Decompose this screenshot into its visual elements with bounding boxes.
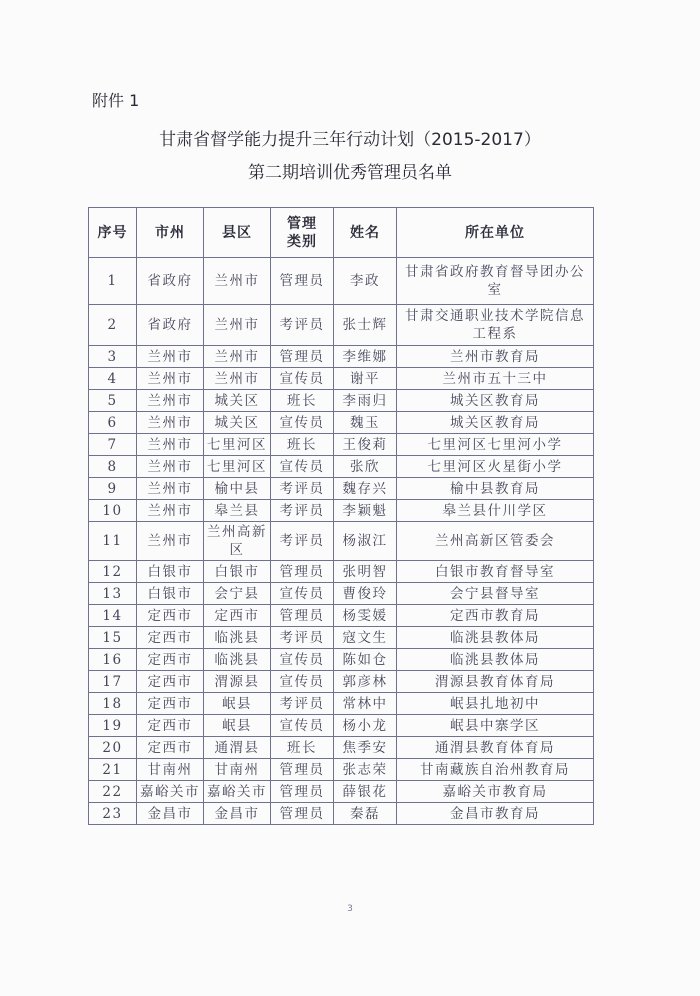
cell-unit: 甘南藏族自治州教育局	[397, 759, 594, 781]
cell-no: 23	[89, 803, 137, 825]
cell-county: 临洮县	[204, 627, 271, 649]
cell-unit: 兰州市教育局	[397, 346, 594, 368]
cell-category: 管理员	[271, 803, 334, 825]
cell-category: 考评员	[271, 500, 334, 522]
cell-no: 6	[89, 412, 137, 434]
cell-name: 杨小龙	[334, 715, 397, 737]
cell-unit: 兰州市五十三中	[397, 368, 594, 390]
table-row	[89, 305, 594, 346]
cell-unit: 城关区教育局	[397, 390, 594, 412]
cell-city: 定西市	[137, 605, 204, 627]
cell-no: 14	[89, 605, 137, 627]
header-category	[271, 208, 334, 258]
cell-name: 秦磊	[334, 803, 397, 825]
cell-county: 皋兰县	[204, 500, 271, 522]
cell-no: 1	[89, 258, 137, 305]
cell-no: 5	[89, 390, 137, 412]
cell-unit: 兰州高新区管委会	[397, 522, 594, 561]
cell-no: 10	[89, 500, 137, 522]
cell-no: 21	[89, 759, 137, 781]
cell-county: 会宁县	[204, 583, 271, 605]
table-row	[89, 346, 594, 368]
cell-name: 薛银花	[334, 781, 397, 803]
table-row	[89, 258, 594, 305]
cell-county: 兰州市	[204, 258, 271, 305]
cell-county: 城关区	[204, 412, 271, 434]
cell-name: 王俊莉	[334, 434, 397, 456]
cell-category: 考评员	[271, 522, 334, 561]
table-row	[89, 456, 594, 478]
cell-name: 张志荣	[334, 759, 397, 781]
cell-county: 榆中县	[204, 478, 271, 500]
cell-city: 兰州市	[137, 478, 204, 500]
cell-unit: 临洮县教体局	[397, 627, 594, 649]
header-county: 县区	[204, 208, 271, 258]
cell-unit: 皋兰县什川学区	[397, 500, 594, 522]
cell-no: 22	[89, 781, 137, 803]
cell-no: 17	[89, 671, 137, 693]
cell-county: 兰州市	[204, 305, 271, 346]
table-row	[89, 412, 594, 434]
cell-name: 李颖魁	[334, 500, 397, 522]
cell-unit: 通渭县教育体育局	[397, 737, 594, 759]
cell-no: 18	[89, 693, 137, 715]
cell-category: 考评员	[271, 693, 334, 715]
cell-county: 兰州市	[204, 368, 271, 390]
header-category-line1: 管理	[287, 215, 317, 232]
cell-unit: 渭源县教育体育局	[397, 671, 594, 693]
table-row	[89, 803, 594, 825]
cell-city: 兰州市	[137, 500, 204, 522]
cell-no: 4	[89, 368, 137, 390]
cell-name: 谢平	[334, 368, 397, 390]
cell-name: 杨淑江	[334, 522, 397, 561]
cell-county: 白银市	[204, 561, 271, 583]
cell-no: 11	[89, 522, 137, 561]
cell-name: 李雨归	[334, 390, 397, 412]
table-row	[89, 759, 594, 781]
cell-name: 张士辉	[334, 305, 397, 346]
cell-city: 兰州市	[137, 412, 204, 434]
cell-city: 兰州市	[137, 456, 204, 478]
table-row	[89, 561, 594, 583]
cell-no: 15	[89, 627, 137, 649]
header-category-line2: 类别	[287, 233, 317, 250]
table-row	[89, 500, 594, 522]
cell-county: 城关区	[204, 390, 271, 412]
cell-name: 郭彦林	[334, 671, 397, 693]
cell-city: 省政府	[137, 305, 204, 346]
cell-county: 通渭县	[204, 737, 271, 759]
cell-county: 岷县	[204, 715, 271, 737]
cell-name: 魏玉	[334, 412, 397, 434]
cell-county: 七里河区	[204, 434, 271, 456]
table-row	[89, 390, 594, 412]
cell-category: 考评员	[271, 627, 334, 649]
cell-name: 焦季安	[334, 737, 397, 759]
cell-unit: 城关区教育局	[397, 412, 594, 434]
cell-name: 李政	[334, 258, 397, 305]
cell-county: 兰州高新区	[204, 522, 271, 561]
roster-table	[88, 207, 594, 825]
table-row	[89, 781, 594, 803]
cell-unit: 金昌市教育局	[397, 803, 594, 825]
cell-category: 管理员	[271, 258, 334, 305]
cell-no: 2	[89, 305, 137, 346]
cell-county: 嘉峪关市	[204, 781, 271, 803]
cell-category: 班长	[271, 390, 334, 412]
cell-category: 班长	[271, 434, 334, 456]
table-row	[89, 605, 594, 627]
document-subtitle: 第二期培训优秀管理员名单	[248, 163, 452, 183]
cell-city: 定西市	[137, 715, 204, 737]
table-row	[89, 649, 594, 671]
cell-city: 定西市	[137, 693, 204, 715]
table-row	[89, 737, 594, 759]
cell-unit: 七里河区火星街小学	[397, 456, 594, 478]
cell-county: 七里河区	[204, 456, 271, 478]
cell-category: 管理员	[271, 346, 334, 368]
page-number: 3	[347, 904, 353, 914]
cell-name: 曹俊玲	[334, 583, 397, 605]
cell-unit: 会宁县督导室	[397, 583, 594, 605]
cell-city: 金昌市	[137, 803, 204, 825]
header-unit: 所在单位	[397, 208, 594, 258]
cell-name: 寇文生	[334, 627, 397, 649]
cell-category: 宣传员	[271, 671, 334, 693]
cell-category: 管理员	[271, 759, 334, 781]
cell-unit: 岷县中寨学区	[397, 715, 594, 737]
cell-city: 定西市	[137, 737, 204, 759]
cell-unit: 定西市教育局	[397, 605, 594, 627]
cell-name: 杨雯媛	[334, 605, 397, 627]
cell-unit: 白银市教育督导室	[397, 561, 594, 583]
cell-category: 考评员	[271, 305, 334, 346]
table-row	[89, 693, 594, 715]
header-name: 姓名	[334, 208, 397, 258]
cell-category: 宣传员	[271, 368, 334, 390]
cell-city: 兰州市	[137, 390, 204, 412]
cell-city: 定西市	[137, 649, 204, 671]
header-no: 序号	[89, 208, 137, 258]
cell-category: 宣传员	[271, 456, 334, 478]
cell-category: 考评员	[271, 478, 334, 500]
table-row	[89, 627, 594, 649]
cell-unit: 甘肃交通职业技术学院信息工程系	[397, 305, 594, 346]
cell-unit: 岷县扎地初中	[397, 693, 594, 715]
cell-county: 兰州市	[204, 346, 271, 368]
cell-no: 19	[89, 715, 137, 737]
cell-county: 渭源县	[204, 671, 271, 693]
cell-county: 甘南州	[204, 759, 271, 781]
cell-category: 宣传员	[271, 715, 334, 737]
cell-name: 李维娜	[334, 346, 397, 368]
cell-city: 定西市	[137, 627, 204, 649]
cell-category: 管理员	[271, 781, 334, 803]
cell-county: 岷县	[204, 693, 271, 715]
cell-no: 16	[89, 649, 137, 671]
table-row	[89, 478, 594, 500]
cell-no: 3	[89, 346, 137, 368]
table-row	[89, 583, 594, 605]
table-row	[89, 671, 594, 693]
cell-no: 12	[89, 561, 137, 583]
cell-city: 嘉峪关市	[137, 781, 204, 803]
cell-name: 张欣	[334, 456, 397, 478]
cell-city: 兰州市	[137, 346, 204, 368]
cell-city: 兰州市	[137, 368, 204, 390]
cell-county: 临洮县	[204, 649, 271, 671]
cell-no: 8	[89, 456, 137, 478]
table-row	[89, 522, 594, 561]
cell-no: 7	[89, 434, 137, 456]
table-row	[89, 715, 594, 737]
cell-category: 管理员	[271, 605, 334, 627]
cell-name: 魏存兴	[334, 478, 397, 500]
cell-city: 省政府	[137, 258, 204, 305]
cell-unit: 榆中县教育局	[397, 478, 594, 500]
cell-category: 宣传员	[271, 412, 334, 434]
cell-name: 张明智	[334, 561, 397, 583]
cell-no: 9	[89, 478, 137, 500]
document-title: 甘肃省督学能力提升三年行动计划（2015-2017）	[159, 130, 541, 150]
cell-city: 白银市	[137, 583, 204, 605]
cell-name: 常林中	[334, 693, 397, 715]
cell-name: 陈如仓	[334, 649, 397, 671]
cell-unit: 临洮县教体局	[397, 649, 594, 671]
table-row	[89, 434, 594, 456]
cell-category: 班长	[271, 737, 334, 759]
cell-city: 兰州市	[137, 522, 204, 561]
table-header-row	[89, 208, 594, 258]
cell-category: 宣传员	[271, 649, 334, 671]
cell-county: 金昌市	[204, 803, 271, 825]
cell-no: 20	[89, 737, 137, 759]
cell-city: 白银市	[137, 561, 204, 583]
cell-city: 甘南州	[137, 759, 204, 781]
cell-city: 定西市	[137, 671, 204, 693]
header-city: 市州	[137, 208, 204, 258]
table-row	[89, 368, 594, 390]
cell-unit: 甘肃省政府教育督导团办公室	[397, 258, 594, 305]
cell-category: 宣传员	[271, 583, 334, 605]
cell-unit: 嘉峪关市教育局	[397, 781, 594, 803]
cell-county: 定西市	[204, 605, 271, 627]
cell-city: 兰州市	[137, 434, 204, 456]
attachment-label: 附件 1	[92, 91, 140, 110]
cell-unit: 七里河区七里河小学	[397, 434, 594, 456]
cell-category: 管理员	[271, 561, 334, 583]
cell-no: 13	[89, 583, 137, 605]
